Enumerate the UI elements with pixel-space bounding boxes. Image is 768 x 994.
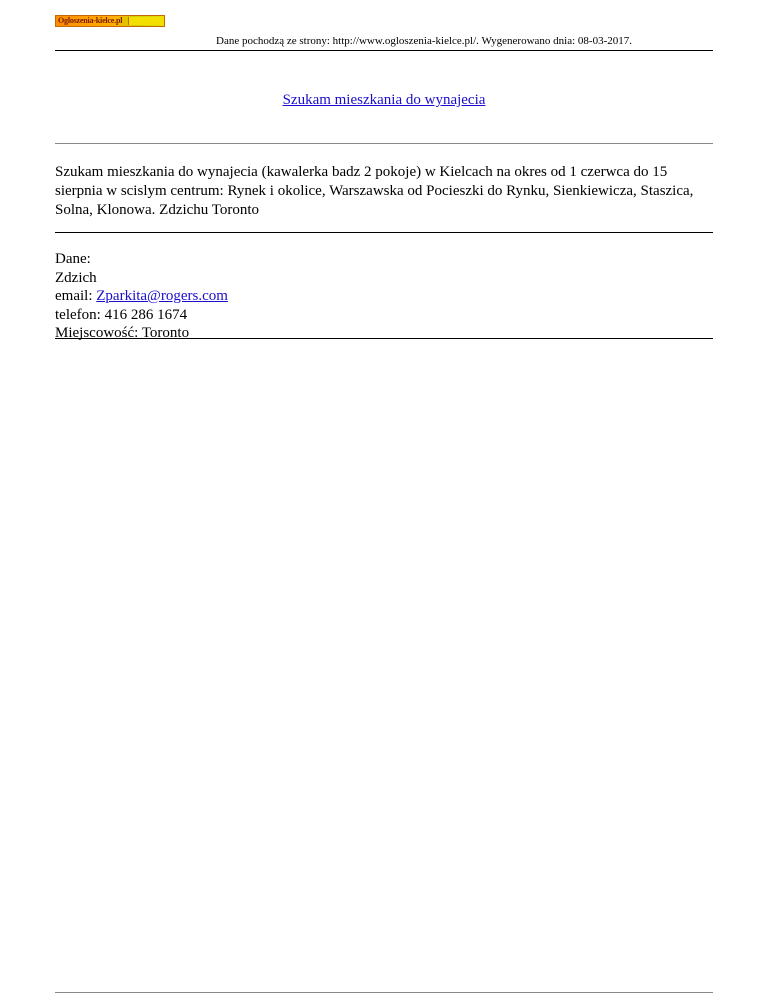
listing-description: Szukam mieszkania do wynajecia (kawalerka badz 2 pokoje) w Kielcach na okres od 1 czerwca do 15 sierpnia w scislym centrum: Rynek i okolice, Warszawska od Pocieszki do Rynku, Sienkiewicza, Staszica, Solna, Klonowa. Zdzichu Toronto	[55, 164, 694, 218]
title-divider	[55, 143, 713, 144]
contact-city: Toronto	[141, 325, 190, 341]
site-logo-text: Ogloszenia-kielce.pl	[58, 16, 123, 25]
contact-email-row	[55, 287, 713, 306]
contact-phone-label: telefon:	[55, 306, 105, 323]
listing-title	[0, 91, 768, 109]
contact-city-label: Miejscowość:	[55, 325, 142, 341]
contact-phone-row	[55, 306, 713, 325]
contact-section	[55, 250, 713, 343]
listing-title-link[interactable]: Szukam mieszkania do wynajecia	[282, 92, 486, 108]
contact-heading: Dane:	[55, 251, 91, 267]
contact-email-label: email:	[55, 288, 97, 304]
contact-divider	[55, 338, 713, 339]
contact-email-link[interactable]: Zparkita@rogers.com	[96, 288, 228, 304]
header-divider	[55, 50, 713, 51]
site-logo	[55, 15, 165, 27]
site-logo-badge	[128, 17, 163, 25]
contact-city-row	[55, 324, 713, 343]
source-info: Dane pochodzą ze strony: http://www.ogloszenia-kielce.pl/. Wygenerowano dnia: 08-03-2017.	[216, 35, 632, 47]
description-divider	[55, 232, 713, 233]
contact-name: Zdzich	[55, 269, 97, 286]
footer-divider	[55, 992, 713, 993]
contact-phone: 416 286 1674	[104, 306, 188, 323]
